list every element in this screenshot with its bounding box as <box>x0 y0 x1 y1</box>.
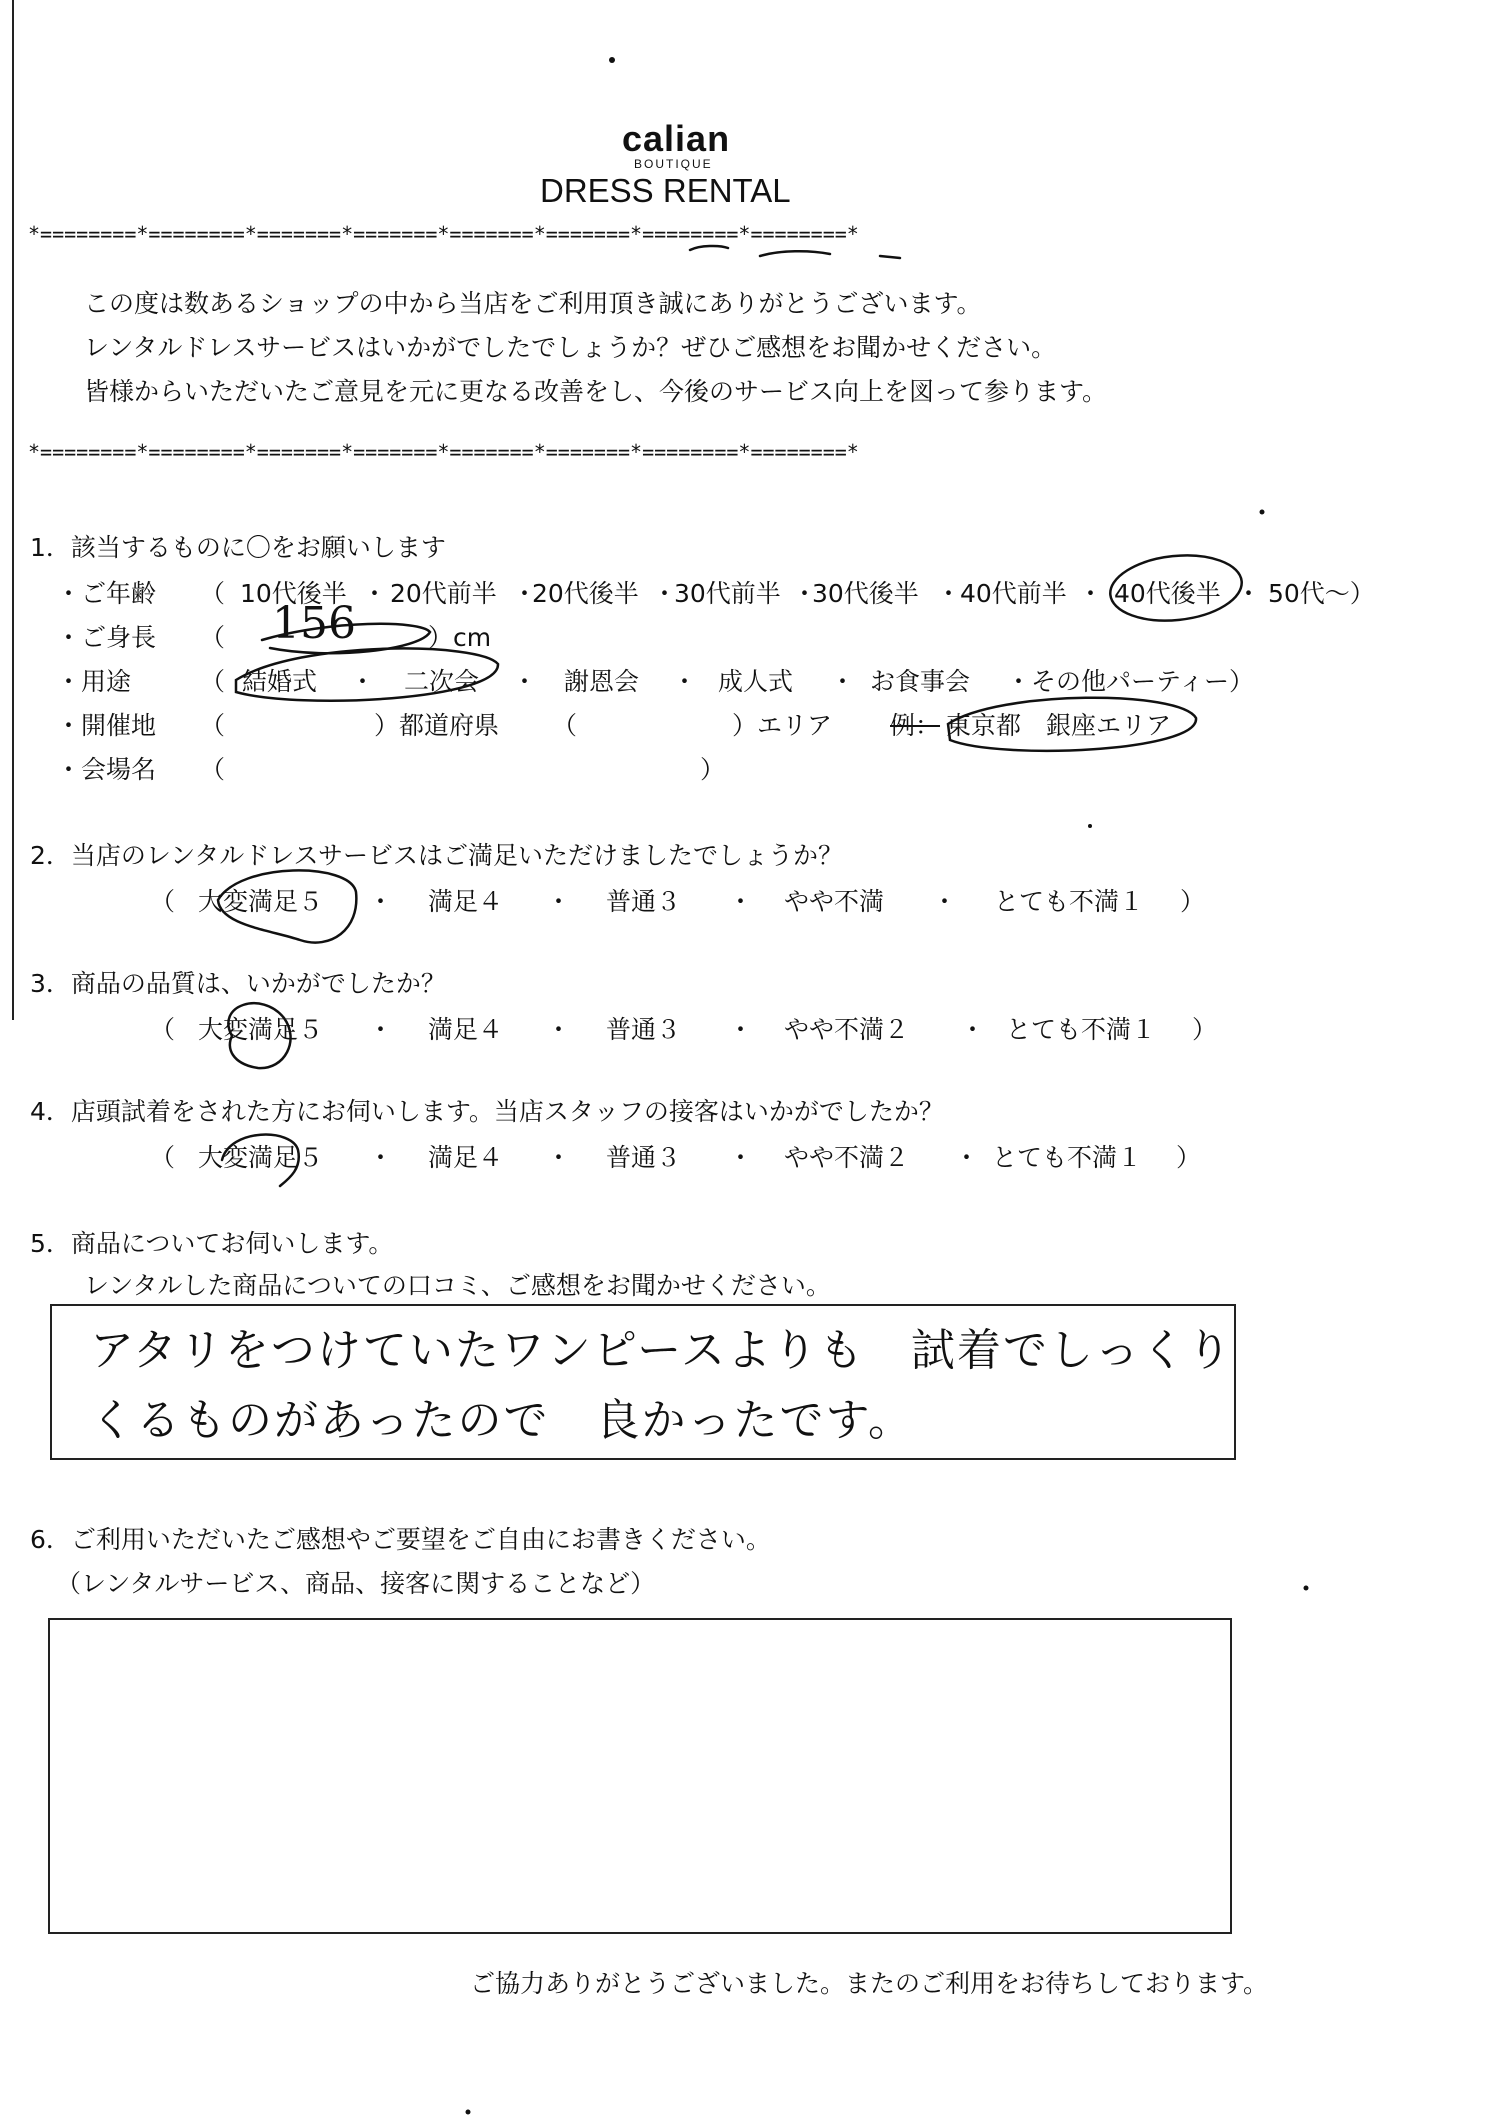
dot-mark <box>609 57 615 63</box>
purpose-option-selected: 結婚式 <box>242 667 318 696</box>
q2-option: やや不満 <box>784 887 885 916</box>
q2-sep: ・ <box>546 887 572 916</box>
dot-mark <box>1304 1586 1309 1591</box>
q3-option: 普通３ <box>606 1015 682 1044</box>
stray-mark <box>760 251 830 256</box>
divider-top: *========*========*=======*=======*=======*=======*========*========* <box>28 222 859 246</box>
venue-name-close: ） <box>700 755 726 784</box>
q5-subtitle: レンタルした商品についての口コミ、ご感想をお聞かせください。 <box>84 1271 831 1300</box>
venue-name-open: （ <box>200 755 226 784</box>
q4-sep: ・ <box>368 1143 394 1172</box>
age-option: 20代後半 <box>532 579 639 608</box>
purpose-option-selected: 二次会 <box>404 667 480 696</box>
purpose-option: ・その他パーティー） <box>1006 667 1255 696</box>
venue-area-open: （ <box>200 711 226 740</box>
q6-subtitle: （レンタルサービス、商品、接客に関することなど） <box>56 1569 656 1598</box>
venue-example-selected: 東京都 銀座エリア <box>946 711 1172 740</box>
q4-option: やや不満２ <box>784 1143 910 1172</box>
q4-sep: ・ <box>728 1143 754 1172</box>
q4-option: 満足４ <box>428 1143 504 1172</box>
dot-mark <box>466 2110 471 2115</box>
q2-sep: ・ <box>728 887 754 916</box>
q5-answer-line-1: アタリをつけていたワンピースよりも 試着でしっくり <box>90 1325 1233 1376</box>
q3-sep: ・ <box>960 1015 986 1044</box>
q1-title: 1．該当するものに〇をお願いします <box>30 533 446 562</box>
height-open: （ <box>200 623 226 652</box>
venue-name-label: ・会場名 <box>56 755 157 784</box>
age-option: 40代前半 <box>960 579 1067 608</box>
purpose-open: （ <box>200 667 226 696</box>
q2-option: とても不満１ <box>994 887 1145 916</box>
stray-mark <box>690 246 728 250</box>
venue-pref: ）都道府県 <box>374 711 500 740</box>
q4-sep: ・ <box>546 1143 572 1172</box>
q3-close: ） <box>1192 1015 1218 1044</box>
q2-open: （ <box>150 887 176 916</box>
stray-mark <box>880 256 900 258</box>
age-option: 30代前半 <box>674 579 781 608</box>
purpose-option: 成人式 <box>718 667 794 696</box>
q5-answer-line-2: くるものがあったので 良かったです。 <box>90 1395 915 1446</box>
q3-sep: ・ <box>546 1015 572 1044</box>
q3-option: 満足４ <box>428 1015 504 1044</box>
dot-mark <box>1260 510 1265 515</box>
q4-title: 4．店頭試着をされた方にお伺いします。当店スタッフの接客はいかがでしたか？ <box>30 1097 944 1126</box>
purpose-option: 謝恩会 <box>564 667 640 696</box>
purpose-sep: ・ <box>350 667 376 696</box>
q4-open: （ <box>150 1143 176 1172</box>
age-label: ・ご年齢 <box>56 579 157 608</box>
age-selection-circle <box>1107 549 1245 626</box>
purpose-label: ・用途 <box>56 667 132 696</box>
purpose-sep: ・ <box>830 667 856 696</box>
logo-main: calian <box>622 118 731 159</box>
q4-option: 普通３ <box>606 1143 682 1172</box>
age-sep: ・ <box>362 579 388 608</box>
age-sep: ・ <box>512 579 538 608</box>
venue-example-struck: 例： <box>890 711 941 740</box>
age-sep: ・ <box>1078 579 1104 608</box>
age-sep: ・ <box>936 579 962 608</box>
age-sep: ・ <box>792 579 818 608</box>
q3-open: （ <box>150 1015 176 1044</box>
q4-sep: ・ <box>954 1143 980 1172</box>
divider-bottom: *========*========*=======*=======*=======*=======*========*========* <box>28 440 859 464</box>
q2-option-selected: 大変満足５ <box>198 887 324 916</box>
height-value: 156 <box>272 598 356 649</box>
q4-selection-circle <box>222 1135 299 1186</box>
purpose-sep: ・ <box>672 667 698 696</box>
q2-close: ） <box>1180 887 1206 916</box>
dot-mark <box>1088 824 1092 828</box>
page-title: DRESS RENTAL <box>540 172 791 209</box>
q3-selection-circle <box>228 1003 290 1068</box>
q6-title: 6．ご利用いただいたご感想やご要望をご自由にお書きください。 <box>30 1525 771 1554</box>
q2-option: 普通３ <box>606 887 682 916</box>
q3-sep: ・ <box>368 1015 394 1044</box>
venue-selection-circle <box>948 698 1196 751</box>
purpose-option: お食事会 <box>870 667 971 696</box>
intro-line-1: この度は数あるショップの中から当店をご利用頂き誠にありがとうございます。 <box>84 289 982 318</box>
q3-option: とても不満１ <box>1006 1015 1157 1044</box>
purpose-selection-circle <box>236 648 498 700</box>
q4-option-selected: 大変満足５ <box>198 1143 324 1172</box>
q3-option-selected: 大変満足５ <box>198 1015 324 1044</box>
q2-sep: ・ <box>932 887 958 916</box>
age-open: （ <box>200 579 226 608</box>
age-option: 50代～） <box>1268 579 1375 608</box>
q2-title: 2．当店のレンタルドレスサービスはご満足いただけましたでしょうか？ <box>30 841 844 870</box>
age-sep: ・ <box>652 579 678 608</box>
intro-line-3: 皆様からいただいたご意見を元に更なる改善をし、今後のサービス向上を図って参ります。 <box>84 377 1108 406</box>
height-label: ・ご身長 <box>56 623 157 652</box>
age-sep: ・ <box>1236 579 1262 608</box>
q3-sep: ・ <box>728 1015 754 1044</box>
q4-close: ） <box>1176 1143 1202 1172</box>
q2-sep: ・ <box>368 887 394 916</box>
footer-thanks: ご協力ありがとうございました。またのご利用をお待ちしております。 <box>470 1969 1269 1998</box>
q3-title: 3．商品の品質は、いかがでしたか？ <box>30 969 446 998</box>
venue-area-open2: （ <box>552 711 578 740</box>
purpose-sep: ・ <box>512 667 538 696</box>
q2-option: 満足４ <box>428 887 504 916</box>
q4-option: とても不満１ <box>992 1143 1143 1172</box>
q2-selection-circle <box>218 870 356 942</box>
height-unit: ）cm <box>428 623 492 652</box>
logo-sub: BOUTIQUE <box>634 157 713 171</box>
age-option: 20代前半 <box>390 579 497 608</box>
q3-option: やや不満２ <box>784 1015 910 1044</box>
age-option-selected: 40代後半 <box>1114 579 1221 608</box>
venue-area-label: ・開催地 <box>56 711 157 740</box>
age-option: 10代後半 <box>240 579 347 608</box>
venue-area: ）エリア <box>732 711 833 740</box>
age-option: 30代後半 <box>812 579 919 608</box>
intro-line-2: レンタルドレスサービスはいかがでしたでしょうか？ぜひご感想をお聞かせください。 <box>84 333 1057 362</box>
q5-title: 5．商品についてお伺いします。 <box>30 1229 394 1258</box>
